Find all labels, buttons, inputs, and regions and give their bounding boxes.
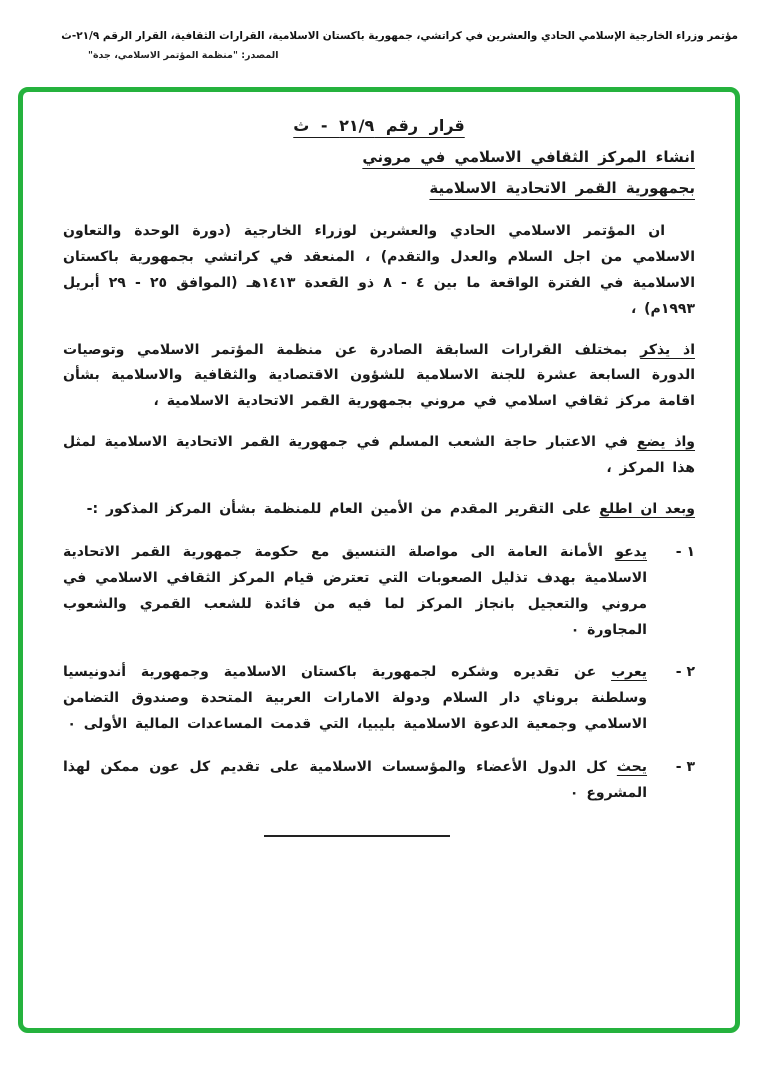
preamble-text: ان المؤتمر الاسلامي الحادي والعشرين لوزراء الخارجية (دورة الوحدة والتعاون الاسلامي من اجل السلام والعدل والتقدم) ، المنعقد في كراتشي بجمهورية باكستان الاسلامية في الفترة الواقعة ما بين ٤ - ٨ ذو القعدة ١٤١٣هـ (الموافق ٢٥ - ٢٩ أبريل ١٩٩٣م) ، <box>63 223 695 317</box>
resolution-subject-line1: انشاء المركز الثقافي الاسلامي في مروني <box>362 148 695 166</box>
item-lead-phrase: يحث <box>616 759 648 776</box>
resolution-subject-line2: بجمهورية القمر الاتحادية الاسلامية <box>429 179 695 197</box>
item-number: ٢ - <box>675 664 695 681</box>
item-body <box>63 660 647 738</box>
recalling-text: بمختلف القرارات السابقة الصادرة عن منظمة المؤتمر الاسلامي وتوصيات الدورة السابعة عشرة للجنة الاسلامية للشؤون الاقتصادية والثقافية والاسلامية بشأن اقامة مركز ثقافي اسلامي في مروني بجمهورية القمر الاتحادية الاسلامية ، <box>63 341 695 410</box>
recalling-lead-phrase: اذ يذكر <box>640 341 695 358</box>
list-item <box>63 755 695 807</box>
item-lead-phrase: يدعو <box>615 543 648 560</box>
considering-text: في الاعتبار حاجة الشعب المسلم في جمهورية القمر الاتحادية الاسلامية لمثل هذا المركز ، <box>63 434 695 477</box>
considering-lead-phrase: واذ يضع <box>636 434 696 451</box>
recalling-paragraph <box>63 338 695 416</box>
item-body <box>63 755 647 807</box>
operative-items-list <box>63 540 695 807</box>
green-border-frame <box>18 87 740 1033</box>
header-conference-line: مؤتمر وزراء الخارجية الإسلامي الحادي والعشرين في كراتشي، جمهورية باكستان الاسلامية، القرارات الثقافية، القرار الرقم ٢١/٩-ث <box>61 30 738 42</box>
item-text: الأمانة العامة الى مواصلة التنسيق مع حكومة جمهورية القمر الاتحادية الاسلامية بهدف تذليل الصعوبات التي تعترض قيام المركز الثقافي الاسلامي في مروني والتعجيل بانجاز المركز لما فيه من فائدة للشعب القمري والشعوب المجاورة ٠ <box>63 543 647 638</box>
document-header <box>0 30 758 61</box>
item-lead-phrase: يعرب <box>611 664 647 681</box>
item-number: ١ - <box>675 543 695 560</box>
having-reviewed-text: على التقرير المقدم من الأمين العام للمنظمة بشأن المركز المذكور :- <box>86 501 592 518</box>
preamble-paragraph <box>63 219 695 323</box>
having-reviewed-paragraph <box>63 497 695 523</box>
considering-paragraph <box>63 430 695 482</box>
item-body <box>63 540 647 644</box>
resolution-number-title: قرار رقم ٢١/٩ - ث <box>293 116 465 135</box>
list-item <box>63 660 695 738</box>
list-item <box>63 540 695 644</box>
footer-rule <box>264 835 450 837</box>
item-number: ٣ - <box>675 759 695 776</box>
header-source-line: المصدر: "منظمة المؤتمر الاسلامي، جدة" <box>88 50 279 61</box>
item-text: كل الدول الأعضاء والمؤسسات الاسلامية على تقديم كل عون ممكن لهذا المشروع ٠ <box>63 759 647 802</box>
item-text: عن تقديره وشكره لجمهورية باكستان الاسلامية وجمهورية أندونيسيا وسلطنة بروناي دار السلام ودولة الامارات العربية المتحدة وصندوق التضامن الاسلامي وجمعية الدعوة الاسلامية بليبيا، التي قدمت المساعدات المالية الأولى ٠ <box>63 664 647 733</box>
having-reviewed-lead-phrase: وبعد ان اطلع <box>599 501 695 518</box>
